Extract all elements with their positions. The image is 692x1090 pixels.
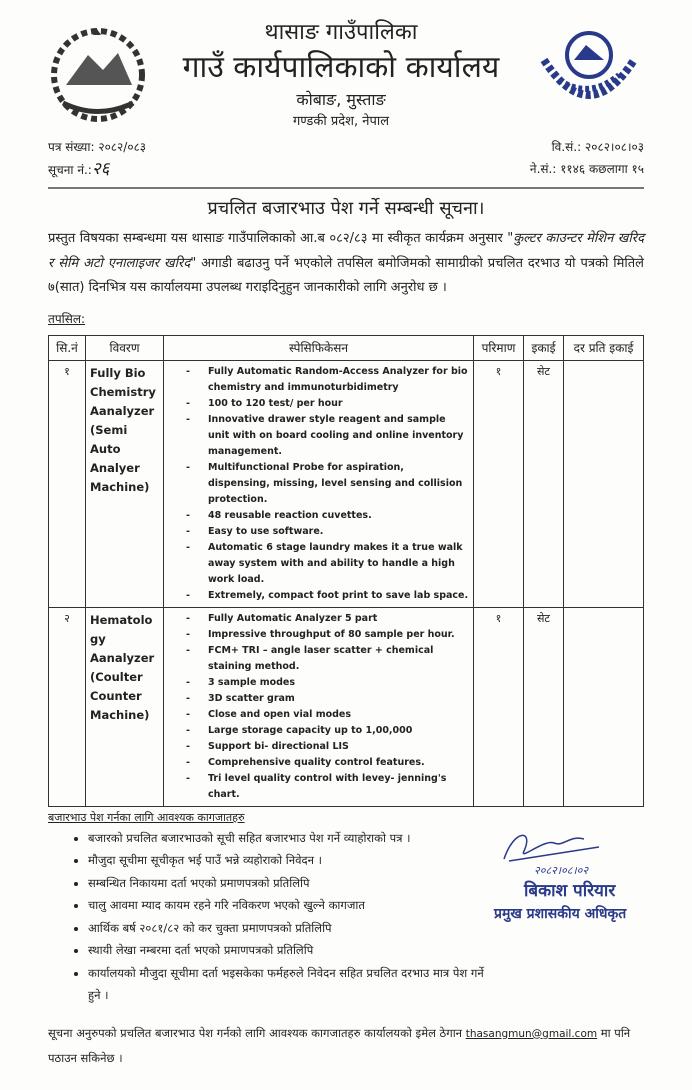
row-quantity: १ (474, 360, 524, 607)
list-item: • बजारको प्रचलित बजारभाउको सूची सहित बजारभाउ पेश गर्ने व्याहोराको पत्र । (88, 827, 486, 850)
row-description: Fully Bio Chemistry Aanalyzer (Semi Auto Analyer Machine) (86, 360, 164, 607)
spec-item: - Automatic 6 stage laundry makes it a true walk away system with and ability to handle a high work load. (208, 540, 469, 588)
ns-date-label: ने.सं.: (529, 162, 557, 176)
spec-item: - Extremely, compact foot print to save lab space. (208, 588, 469, 604)
spec-item: - Multifunctional Probe for aspiration, dispensing, missing, level sensing and collision protection. (208, 460, 469, 508)
spec-item: - Tri level quality control with levey- jenning's chart. (208, 771, 469, 803)
requirements-section (48, 827, 644, 1007)
row-rate (564, 360, 644, 607)
col-description: विवरण (86, 335, 164, 360)
office-location: कोबाङ, मुस्ताङ (296, 90, 386, 109)
row-unit: सेट (524, 360, 564, 607)
col-quantity: परिमाण (474, 335, 524, 360)
requirements-heading: बजारभाउ पेश गर्नका लागि आवश्यक कागजातहरु (48, 810, 245, 824)
col-rate: दर प्रति इकाई (564, 335, 644, 360)
notice-number-value: २६ (91, 159, 110, 179)
meta-row-2 (48, 158, 644, 181)
list-item: • मौजुदा सूचीमा सूचीकृत भई पाउँ भन्ने व्यहोराको निवेदन । (88, 849, 486, 872)
row-quantity: १ (474, 607, 524, 806)
spec-item: - Innovative drawer style reagent and sample unit with on board cooling and online inventory management. (208, 412, 469, 460)
spec-item: - Fully Automatic Random-Access Analyzer for bio chemistry and immunoturbidimetry (208, 364, 469, 396)
nepal-emblem-icon (48, 25, 148, 125)
letter-number-value: २०८२/०८३ (98, 140, 147, 154)
row-description: Hematology Aanalyzer (Coulter Counter Machine) (86, 607, 164, 806)
bs-date-value: २०८२।०८।०३ (584, 140, 644, 154)
spec-item: - FCM+ TRI – angle laser scatter + chemical staining method. (208, 643, 469, 675)
bs-date (552, 136, 644, 158)
notice-title: प्रचलित बजारभाउ पेश गर्ने सम्बन्धी सूचना। (207, 198, 485, 219)
letterhead (48, 18, 644, 132)
body-text-1: प्रस्तुत विषयका सम्बन्धमा यस थासाङ गाउँपालिकाको आ.ब ०८२/८३ मा स्वीकृत कार्यक्रम अनुसार (48, 231, 508, 246)
spec-item: - Impressive throughput of 80 sample per hour. (208, 627, 469, 643)
table-row (49, 607, 644, 806)
body-italic-text: "कुल्टर काउन्टर मेशिन खरिद र सेमि अटो एनालाइजर खरिद" (48, 231, 644, 271)
col-unit: इकाई (524, 335, 564, 360)
spec-item: - Fully Automatic Analyzer 5 part (208, 611, 469, 627)
ns-date-value: ११४६ कछलागा १५ (560, 162, 644, 176)
footer-note (48, 1021, 644, 1070)
spec-item: - Support bi- directional LIS (208, 739, 469, 755)
body-text-2: अगाडी बढाउनु पर्ने भएकोले तपसिल बमोजिमको सामाग्रीको प्रचलित दरभाउ यो पत्रको मितिले ७(सात) दिनभित्र यस कार्यालयमा उपलब्ध गराइदिनुहुन जानकारीको लागि अनुरोध छ । (48, 255, 644, 295)
spec-item: - 48 reusable reaction cuvettes. (208, 508, 469, 524)
letter-number (48, 136, 146, 158)
list-item: • स्थायी लेखा नम्बरमा दर्ता भएको प्रमाणपत्रको प्रतिलिपि (88, 939, 486, 962)
bs-date-label: वि.सं.: (551, 140, 582, 154)
office-name: गाउँ कार्यपालिकाको कार्यालय (182, 50, 500, 85)
spec-item: - 3 sample modes (208, 675, 469, 691)
notice-body (48, 227, 644, 301)
province: गण्डकी प्रदेश, नेपाल (292, 114, 390, 129)
header-divider (48, 187, 644, 189)
row-sn: १ (49, 360, 86, 607)
col-specification: स्पेसिफिकेसन (164, 335, 474, 360)
row-rate (564, 607, 644, 806)
spec-item: - 3D scatter gram (208, 691, 469, 707)
row-specs (164, 607, 474, 806)
notice-number-label: सूचना नं.: (48, 163, 92, 177)
list-item: • आर्थिक बर्ष २०८१/८२ को कर चुक्ता प्रमाणपत्रको प्रतिलिपि (88, 917, 486, 940)
ns-date (530, 158, 644, 181)
requirements-list (48, 827, 486, 1007)
items-table (48, 335, 644, 807)
list-item: • कार्यालयको मौजुदा सूचीमा दर्ता भइसकेका फर्महरुले निवेदन सहित प्रचलित दरभाउ मात्र पेश गर्ने हुने । (88, 962, 486, 1007)
email-link[interactable]: thasangmun@gmail.com (465, 1027, 598, 1040)
row-sn: २ (49, 607, 86, 806)
spec-item: - 100 to 120 test/ per hour (208, 396, 469, 412)
list-item: • चालु आवमा म्याद कायम रहने गरि नविकरण भएको खुल्ने कागजात (88, 894, 486, 917)
footer-text-1: सूचना अनुरुपको प्रचलित बजारभाउ पेश गर्नको लागि आवश्यक कागजातहरु कार्यालयको इमेल ठेगान (48, 1025, 466, 1040)
signatory-name: बिकाश परियार (524, 880, 616, 901)
letterhead-text (148, 18, 534, 132)
list-item: • सम्बन्धित निकायमा दर्ता भएको प्रमाणपत्रको प्रतिलिपि (88, 872, 486, 895)
letter-number-label: पत्र संख्या: (48, 140, 95, 154)
municipality-name: थासाङ गाउँपालिका (264, 20, 418, 45)
spec-item: - Easy to use software. (208, 524, 469, 540)
footer-text-2: मा पनि पठाउन सकिनेछ । (48, 1025, 631, 1065)
table-row (49, 360, 644, 607)
tapsil-label: तपसिल: (48, 311, 86, 326)
spec-item: - Large storage capacity up to 1,00,000 (208, 723, 469, 739)
signature-date: २०८२।०८।०२ (534, 863, 589, 877)
spec-item: - Close and open vial modes (208, 707, 469, 723)
office-stamp-icon (534, 20, 644, 130)
table-header-row (49, 335, 644, 360)
meta-row-1 (48, 136, 644, 158)
notice-number (48, 158, 110, 181)
spec-item: - Comprehensive quality control features. (208, 755, 469, 771)
row-unit: सेट (524, 607, 564, 806)
row-specs (164, 360, 474, 607)
col-sn: सि.नं (49, 335, 86, 360)
signatory-designation: प्रमुख प्रशासकीय अधिकृत (494, 905, 627, 922)
handwritten-signature-icon (494, 827, 604, 863)
